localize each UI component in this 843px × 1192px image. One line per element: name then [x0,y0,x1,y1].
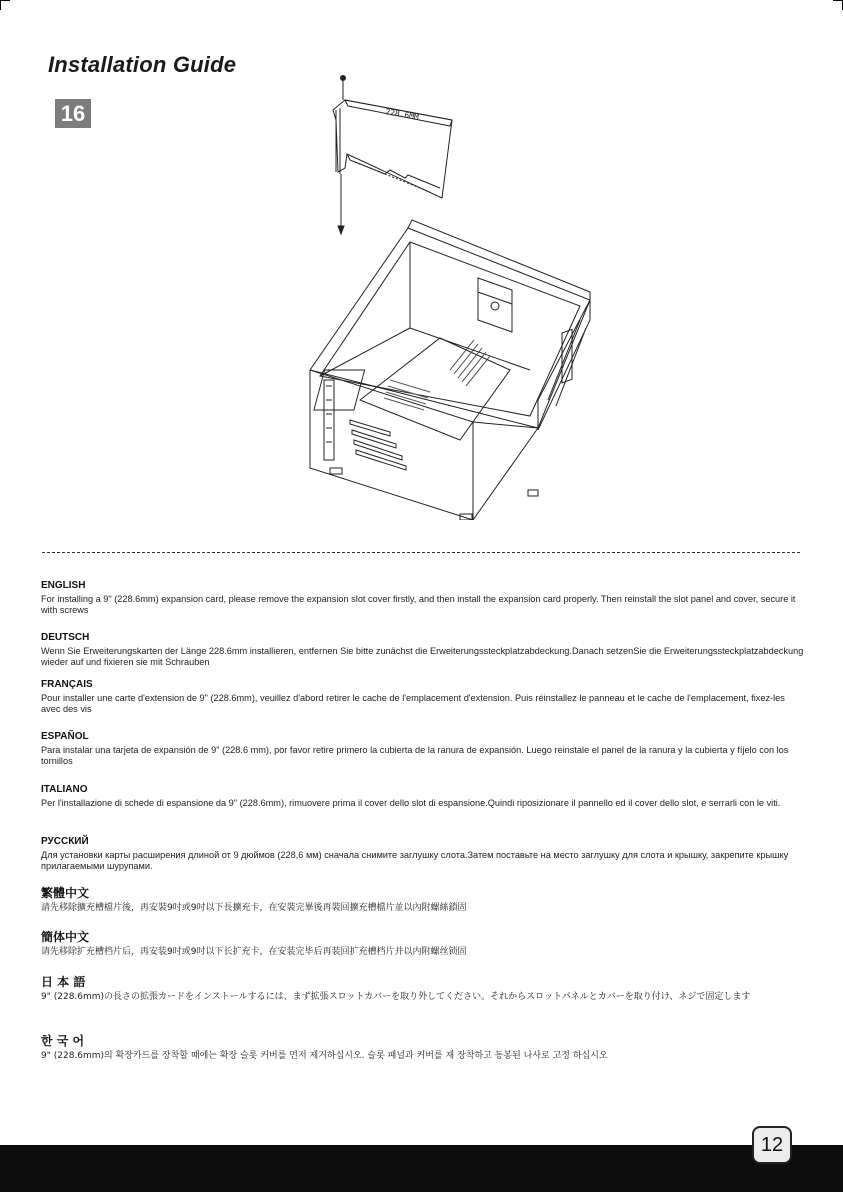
instruction-text: 请先移除扩充槽档片后，再安装9吋或9吋以下长扩充卡，在安装完毕后再装回扩充槽档片并以内附螺丝锁固 [41,947,467,957]
language-section-francais [41,679,806,715]
footer-bar [0,1145,843,1192]
crop-mark [833,0,843,1]
page-number: 12 [752,1126,792,1164]
page-title: Installation Guide [48,52,237,77]
language-heading: ESPAÑOL [41,731,89,742]
instruction-text: Pour installer une carte d'extension de 9" (228.6mm), veuillez d'abord retirer le cache de l'emplacement d'extension. Puis réinstallez le panneau et le cache de l'emplacement, fixez-les avec des vis [41,693,785,714]
expansion-card-install-diagram-icon [290,70,600,520]
language-heading: ENGLISH [41,580,86,591]
language-section-korean [41,1034,806,1062]
card-length-label: 228.6MM [384,107,420,122]
crop-mark [0,0,10,1]
language-section-italiano [41,784,806,809]
language-heading: 簡体中文 [41,930,90,944]
language-heading: ITALIANO [41,784,88,795]
step-number-badge: 16 [55,99,91,128]
instruction-text: 請先移除擴充槽檔片後，再安裝9吋或9吋以下長擴充卡，在安裝完畢後再裝回擴充槽檔片並以內附螺絲鎖固 [41,903,467,913]
instruction-text: Wenn Sie Erweiterungskarten der Länge 228.6mm installieren, entfernen Sie bitte zunächst die Erweiterungssteckplatzabdeckung.Danach setzenSie die Erweiterungssteckplatzabdeckung wieder auf und fixieren sie mit Schrauben [41,646,804,667]
instruction-text: Для установки карты расширения длиной от 9 дюймов (228,6 мм) сначала снимите заглушку слота.Затем поставьте на место заглушку для слота и крышку, закрепите крышку прилагаемыми шурупами. [41,850,789,871]
language-section-traditional-chinese [41,886,806,914]
language-heading: РУССКИЙ [41,836,89,847]
language-heading: 繁體中文 [41,886,90,900]
instruction-text: 9" (228.6mm)の長さの拡張カードをインストールするには、まず拡張スロットカバーを取り外してください。それからスロットパネルとカバーを取り付け、ネジで固定します [41,992,751,1002]
language-section-japanese [41,975,806,1003]
language-section-english [41,580,806,616]
language-heading: FRANÇAIS [41,679,93,690]
instruction-text: Per l'installazione di schede di espansione da 9" (228.6mm), rimuovere prima il cover dello slot di espansione.Quindi riposizionare il pannello ed il cover dello slot, e serrarli con le viti. [41,798,781,808]
language-section-espanol [41,731,806,767]
section-divider [42,552,800,553]
instruction-text: Para instalar una tarjeta de expansión de 9" (228.6 mm), por favor retire primero la cubierta de la ranura de expansión. Luego reinstale el panel de la ranura y la cubierta y fíjelo con los tornillos [41,745,789,766]
crop-mark [0,0,1,10]
language-section-deutsch [41,632,806,668]
language-heading: 日 本 語 [41,975,86,989]
instruction-text: For installing a 9" (228.6mm) expansion card, please remove the expansion slot cover firstly, and then install the expansion card properly. Then reinstall the slot panel and cover, secure it with screws [41,594,796,615]
instruction-text: 9" (228.6mm)의 확장카드를 장착할 때에는 확장 슬롯 커버를 먼저 제거하십시오. 슬롯 패널과 커버를 재 장착하고 동봉된 나사로 고정 하십시오 [41,1051,608,1061]
language-heading: DEUTSCH [41,632,90,643]
language-section-simplified-chinese [41,930,806,958]
language-section-russian [41,836,806,872]
language-heading: 한 국 어 [41,1034,85,1048]
